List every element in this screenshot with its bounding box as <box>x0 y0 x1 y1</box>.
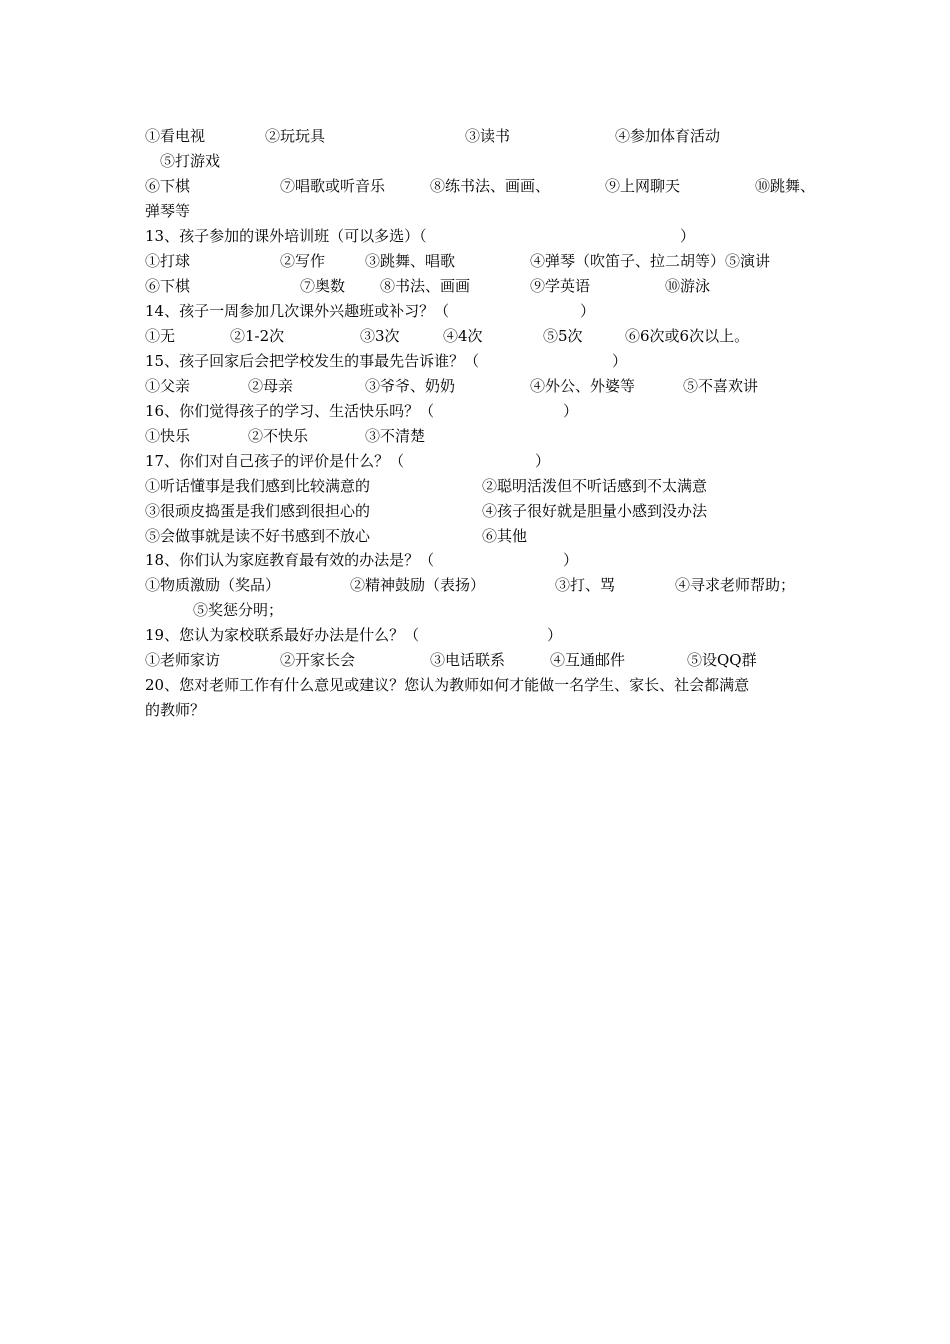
option-ask-teacher: ④寻求老师帮助； <box>675 576 796 594</box>
option-obedient: ①听话懂事是我们感到比较满意的 <box>145 477 371 495</box>
question-14-text: 14、孩子一周参加几次课外兴趣班或补习？（ <box>145 302 450 320</box>
q12-options-line-4 <box>145 199 825 224</box>
option-ball: ①打球 <box>145 252 191 270</box>
q13-options-line-1 <box>145 249 825 274</box>
answer-bracket-close: ） <box>612 352 628 370</box>
option-writing: ②写作 <box>280 252 326 270</box>
answer-bracket-close: ） <box>563 402 579 420</box>
option-qq-group: ⑤设QQ群 <box>687 651 757 669</box>
answer-bracket-close: ） <box>563 551 579 569</box>
question-17 <box>145 449 825 474</box>
question-18-text: 18、你们认为家庭教育最有效的办法是？（ <box>145 551 435 569</box>
option-grandparents: ③爷爷、奶奶 <box>365 377 456 395</box>
option-dance-sing: ③跳舞、唱歌 <box>365 252 456 270</box>
question-20-cont <box>145 698 825 723</box>
question-13-text: 13、孩子参加的课外培训班（可以多选）（ <box>145 227 427 245</box>
option-math-olympiad: ⑦奥数 <box>300 277 346 295</box>
option-happy: ①快乐 <box>145 427 191 445</box>
option-maternal-grandparents: ④外公、外婆等 <box>530 377 636 395</box>
option-father: ①父亲 <box>145 377 191 395</box>
option-read-books: ③读书 <box>465 127 511 145</box>
q18-options-line-1 <box>145 573 825 598</box>
option-calligraphy: ⑧书法、画画 <box>380 277 471 295</box>
option-reward-punish: ⑤奖惩分明； <box>193 601 284 619</box>
option-dance-cont: 弹琴等 <box>145 202 191 220</box>
option-music: ⑦唱歌或听音乐 <box>280 177 386 195</box>
option-email: ④互通邮件 <box>550 651 626 669</box>
option-mother: ②母亲 <box>248 377 294 395</box>
option-5: ⑤5次 <box>543 327 583 345</box>
option-swimming: ⑩游泳 <box>665 277 711 295</box>
option-watch-tv: ①看电视 <box>145 127 206 145</box>
question-16-text: 16、你们觉得孩子的学习、生活快乐吗？（ <box>145 402 435 420</box>
option-play-toys: ②玩玩具 <box>265 127 326 145</box>
option-none: ①无 <box>145 327 176 345</box>
option-home-visit: ①老师家访 <box>145 651 221 669</box>
option-6-plus: ⑥6次或6次以上。 <box>625 327 750 345</box>
question-16 <box>145 399 825 424</box>
q17-options-line-1 <box>145 474 825 499</box>
option-4: ④4次 <box>443 327 483 345</box>
option-timid: ④孩子很好就是胆量小感到没办法 <box>482 502 708 520</box>
option-chess: ⑥下棋 <box>145 277 191 295</box>
option-games: ⑤打游戏 <box>160 152 221 170</box>
question-19 <box>145 623 825 648</box>
option-1-2: ②1-2次 <box>230 327 285 345</box>
option-chess: ⑥下棋 <box>145 177 191 195</box>
q14-options <box>145 324 825 349</box>
q16-options <box>145 424 825 449</box>
question-20-text: 20、您对老师工作有什么意见或建议？您认为教师如何才能做一名学生、家长、社会都满意 <box>145 676 750 694</box>
q15-options <box>145 374 825 399</box>
question-20 <box>145 673 825 698</box>
option-sports: ④参加体育活动 <box>615 127 721 145</box>
option-dance: ⑩跳舞、 <box>755 177 816 195</box>
question-20-text-cont: 的教师？ <box>145 701 206 719</box>
question-18 <box>145 548 825 573</box>
option-praise: ②精神鼓励（表扬） <box>350 576 486 594</box>
q17-options-line-3 <box>145 524 825 549</box>
q18-options-line-2 <box>145 598 825 623</box>
question-15 <box>145 349 825 374</box>
option-naughty: ③很顽皮捣蛋是我们感到很担心的 <box>145 502 371 520</box>
answer-bracket-close: ） <box>547 626 563 644</box>
option-material-reward: ①物质激励（奖品） <box>145 576 281 594</box>
answer-bracket-close: ） <box>580 302 596 320</box>
option-instrument-speech: ④弹琴（吹笛子、拉二胡等）⑤演讲 <box>530 252 771 270</box>
q13-options-line-2 <box>145 274 825 299</box>
option-chat-online: ⑨上网聊天 <box>605 177 681 195</box>
answer-bracket-close: ） <box>680 227 696 245</box>
q12-options-line-3 <box>145 174 825 199</box>
question-17-text: 17、你们对自己孩子的评价是什么？（ <box>145 452 405 470</box>
option-english: ⑨学英语 <box>530 277 591 295</box>
option-3: ③3次 <box>360 327 400 345</box>
q19-options <box>145 648 825 673</box>
question-14 <box>145 299 825 324</box>
option-poor-study: ⑤会做事就是读不好书感到不放心 <box>145 527 371 545</box>
question-13 <box>145 224 825 249</box>
question-15-text: 15、孩子回家后会把学校发生的事最先告诉谁？（ <box>145 352 480 370</box>
q12-options-line-2 <box>145 149 825 174</box>
option-other: ⑥其他 <box>482 527 528 545</box>
option-not-tell: ⑤不喜欢讲 <box>683 377 759 395</box>
option-phone: ③电话联系 <box>430 651 506 669</box>
option-smart-disobedient: ②聪明活泼但不听话感到不太满意 <box>482 477 708 495</box>
option-calligraphy: ⑧练书法、画画、 <box>430 177 551 195</box>
option-punish: ③打、骂 <box>555 576 616 594</box>
option-parent-meeting: ②开家长会 <box>280 651 356 669</box>
option-unsure: ③不清楚 <box>365 427 426 445</box>
q17-options-line-2 <box>145 499 825 524</box>
q12-options-line-1 <box>145 124 825 149</box>
option-unhappy: ②不快乐 <box>248 427 309 445</box>
answer-bracket-close: ） <box>535 452 551 470</box>
question-19-text: 19、您认为家校联系最好办法是什么？（ <box>145 626 420 644</box>
